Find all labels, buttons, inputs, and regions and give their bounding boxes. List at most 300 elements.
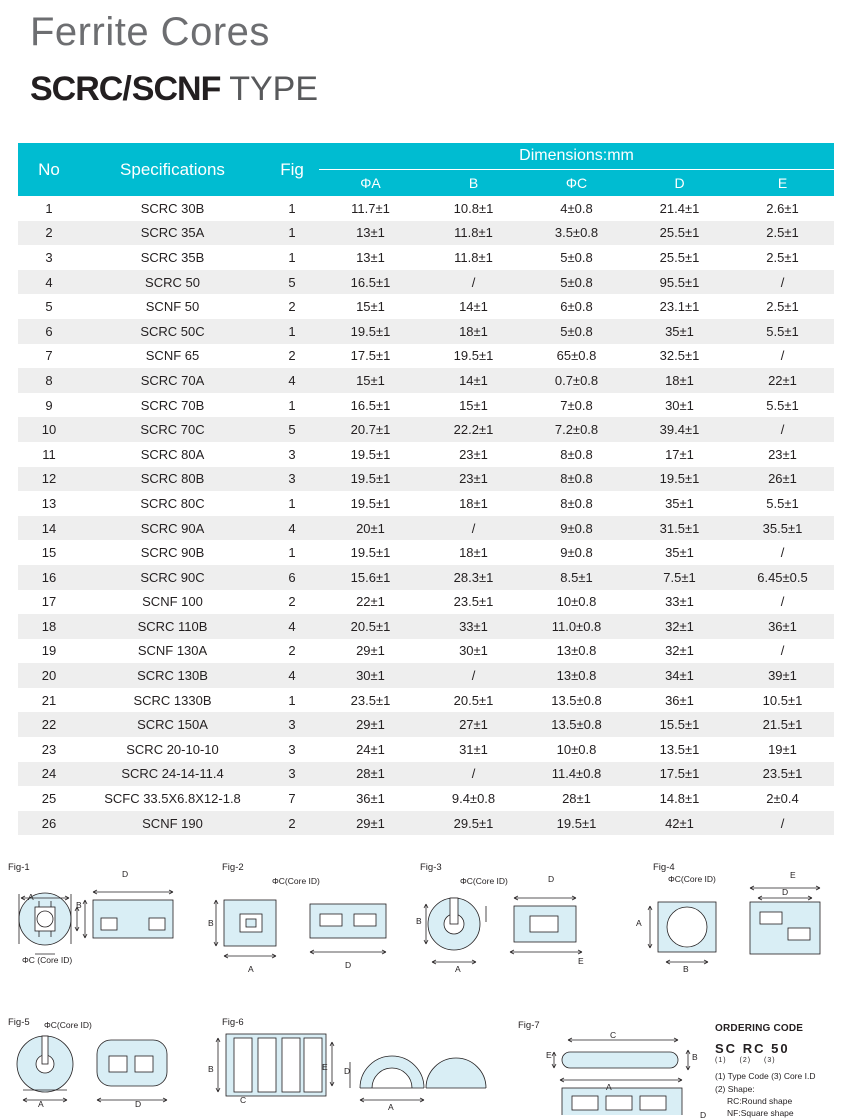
cell-phi-c: 7.2±0.8 [525,417,628,442]
cell-d: 17.5±1 [628,762,731,787]
cell-d: 32.5±1 [659,348,700,364]
fig-4-label-d: D [782,887,789,897]
cell-phi-a: 29±1 [319,712,422,737]
ordering-num-2: (2) [739,1057,752,1065]
cell-phi-c: 9±0.8 [525,516,628,541]
cell-d: 32±1 [665,643,694,659]
cell-fig: 1 [265,221,319,246]
cell-b: 11.8±1 [422,221,525,246]
cell-fig: 2 [265,811,319,836]
cell-b: / [422,270,525,295]
cell-specification: SCRC 80B [80,467,265,492]
th-no: No [18,143,80,196]
table-row [18,663,834,688]
cell-b: 22.2±1 [422,417,525,442]
th-b: B [422,170,525,197]
cell-b: 18±1 [459,545,488,561]
page-subtitle [30,70,318,109]
fig-2-label-d: D [345,960,352,970]
cell-b: 28.3±1 [422,565,525,590]
fig-4-core-id: ΦC(Core ID) [668,874,716,884]
cell-d: 39.4±1 [628,417,731,442]
fig-5-core-id: ΦC(Core ID) [44,1020,92,1030]
cell-e: 39±1 [731,663,834,688]
cell-phi-a: 13±1 [356,249,385,265]
cell-b: 9.4±0.8 [451,791,496,807]
cell-no: 13 [41,495,57,511]
cell-b: / [422,663,525,688]
ordering-line-1: (1) Type Code (3) Core I.D [715,1071,816,1082]
fig-1-label-d: D [122,869,129,879]
fig-7-drawing [510,1030,710,1115]
cell-phi-c: 11.4±0.8 [525,762,628,787]
cell-no: 2 [18,221,80,246]
cell-phi-c: 0.7±0.8 [525,368,628,393]
cell-d: 34±1 [628,663,731,688]
cell-no: 19 [41,643,57,659]
cell-phi-a: 20±1 [319,516,422,541]
cell-b: 19.5±1 [453,348,494,364]
cell-phi-a: 15.6±1 [319,565,422,590]
cell-fig: 7 [288,791,296,807]
cell-b: 10.8±1 [453,200,494,216]
ordering-code-part3: 50 [771,1040,790,1056]
cell-specification: SCNF 100 [142,594,203,610]
cell-specification: SCRC 50C [80,319,265,344]
cell-fig: 2 [288,348,296,364]
cell-e: 10.5±1 [762,692,803,708]
table-header [18,143,834,196]
cell-specification: SCNF 65 [145,348,200,364]
cell-phi-a: 23.5±1 [350,692,391,708]
cell-no: 15 [41,545,57,561]
table-row [18,368,834,393]
cell-d: 25.5±1 [628,221,731,246]
cell-b: 23±1 [459,446,488,462]
cell-phi-c: 8±0.8 [560,446,593,462]
cell-no: 10 [18,417,80,442]
table-row [18,491,834,516]
fig-7-label-c: C [610,1030,617,1040]
cell-d: 33±1 [665,594,694,610]
cell-d: 13.5±1 [659,741,700,757]
cell-no: 4 [18,270,80,295]
cell-phi-c: 10±0.8 [556,594,597,610]
cell-no: 6 [18,319,80,344]
cell-fig: 6 [265,565,319,590]
cell-specification: SCRC 35A [80,221,265,246]
cell-b: 23.5±1 [453,594,494,610]
cell-specification: SCFC 33.5X6.8X12-1.8 [104,791,241,807]
cell-phi-a: 19.5±1 [319,467,422,492]
cell-specification: SCRC 35B [140,249,205,265]
cell-specification: SCRC 80C [140,495,205,511]
cell-d: 18±1 [628,368,731,393]
cell-no: 5 [45,299,53,315]
table-row [18,196,834,221]
cell-d: 17±1 [665,446,694,462]
cell-b: 14±1 [422,368,525,393]
cell-d: 42±1 [628,811,731,836]
cell-b: 20.5±1 [453,692,494,708]
ordering-code-title: ORDERING CODE [715,1023,804,1034]
cell-specification: SCRC 90A [80,516,265,541]
cell-d: 7.5±1 [628,565,731,590]
fig-4-label-a: A [636,918,642,928]
cell-specification: SCRC 70A [80,368,265,393]
th-e: E [731,170,834,197]
subtitle-scrc: SCRC [30,70,123,108]
cell-d: 25.5±1 [659,249,700,265]
subtitle-type: TYPE [220,70,318,108]
cell-phi-c: 5±0.8 [525,319,628,344]
cell-no: 3 [45,249,53,265]
cell-fig: 4 [265,614,319,639]
th-phi-c: ΦC [525,170,628,197]
cell-no: 26 [18,811,80,836]
cell-d: 35±1 [665,495,694,511]
fig-6-label-d: D [344,1066,351,1076]
table-row [18,565,834,590]
table-header-row-1 [18,143,834,170]
table-body [18,196,834,835]
fig-3-label-b: B [416,916,422,926]
table-row [18,467,834,492]
cell-specification: SCRC 80A [140,446,205,462]
cell-phi-c: 13.5±0.8 [525,712,628,737]
cell-e: 22±1 [731,368,834,393]
fig-2-drawing [200,882,400,972]
ordering-line-3: RC:Round shape [727,1096,793,1107]
specifications-table [18,143,834,835]
cell-fig: 5 [265,270,319,295]
ordering-num-1: (1) [715,1057,727,1065]
cell-phi-c: 65±0.8 [556,348,597,364]
cell-phi-a: 19.5±1 [350,545,391,561]
fig-7-label-a: A [606,1082,612,1092]
cell-d: 35±1 [665,545,694,561]
cell-e: 5.5±1 [766,495,799,511]
table-row [18,737,834,762]
fig-6-label: Fig-6 [222,1017,244,1028]
fig-4-label-b: B [683,964,689,974]
cell-phi-a: 29±1 [319,811,422,836]
cell-d: 32±1 [628,614,731,639]
fig-7-label-d: D [700,1110,707,1120]
cell-specification: SCRC 50 [80,270,265,295]
cell-e: 6.45±0.5 [731,565,834,590]
cell-phi-a: 20.7±1 [319,417,422,442]
ordering-line-2: (2) Shape: [715,1083,755,1094]
cell-d: 36±1 [665,692,694,708]
fig-1-label-b: B [76,900,82,910]
cell-fig: 3 [288,741,296,757]
cell-no: 1 [45,200,53,216]
cell-specification: SCRC 70B [140,397,205,413]
cell-specification: SCRC 110B [80,614,265,639]
cell-b: 14±1 [459,299,488,315]
cell-phi-a: 19.5±1 [350,446,391,462]
cell-e: / [780,545,785,561]
fig-5-drawing [5,1028,180,1113]
ordering-code-part1: SC [715,1040,738,1056]
table-row [18,245,834,270]
cell-e: / [780,643,785,659]
cell-phi-a: 29±1 [356,643,385,659]
cell-d: 31.5±1 [628,516,731,541]
cell-b: 29.5±1 [422,811,525,836]
cell-specification: SCRC 30B [140,200,205,216]
cell-d: 14.8±1 [659,791,700,807]
table-row [18,811,834,836]
cell-e: 2.6±1 [766,200,799,216]
cell-phi-a: 13±1 [319,221,422,246]
fig-6-label-a: A [388,1102,394,1112]
ordering-code-part2: RC [742,1040,766,1056]
cell-phi-a: 22±1 [356,594,385,610]
cell-specification: SCNF 130A [137,643,208,659]
cell-phi-a: 28±1 [319,762,422,787]
table-row [18,294,834,319]
cell-phi-c: 11.0±0.8 [525,614,628,639]
subtitle-scnf: SCNF [131,70,221,108]
cell-phi-a: 15±1 [356,299,385,315]
cell-e: 2.5±1 [766,249,799,265]
ordering-line-4: NF:Square shape [727,1108,794,1119]
fig-2-label: Fig-2 [222,862,244,873]
cell-phi-a: 15±1 [319,368,422,393]
specifications-table-wrap [18,143,834,835]
cell-specification: SCRC 90C [80,565,265,590]
cell-phi-a: 24±1 [356,741,385,757]
cell-phi-a: 36±1 [356,791,385,807]
cell-phi-a: 19.5±1 [350,495,391,511]
cell-d: 19.5±1 [628,467,731,492]
table-row [18,688,834,713]
cell-phi-a: 20.5±1 [319,614,422,639]
cell-e: 2.5±1 [731,221,834,246]
th-dimensions: Dimensions:mm [319,143,834,170]
fig-1-label-a: A [28,892,34,902]
fig-2-label-a: A [248,964,254,974]
cell-e: 5.5±1 [731,319,834,344]
cell-fig: 5 [265,417,319,442]
cell-fig: 1 [288,495,296,511]
cell-no: 8 [18,368,80,393]
cell-specification: SCRC 70C [80,417,265,442]
cell-phi-c: 3.5±0.8 [525,221,628,246]
cell-no: 24 [18,762,80,787]
cell-fig: 1 [265,319,319,344]
cell-phi-c: 28±1 [562,791,591,807]
fig-6-label-e: E [322,1062,328,1072]
cell-specification: SCRC 1330B [133,692,212,708]
cell-d: 35±1 [628,319,731,344]
cell-e: 2±0.4 [766,791,799,807]
cell-fig: 2 [288,299,296,315]
cell-e: 23.5±1 [731,762,834,787]
cell-phi-c: 5±0.8 [560,249,593,265]
fig-3-label-d: D [548,874,555,884]
ordering-code-box [715,1022,845,1120]
cell-e: 36±1 [731,614,834,639]
cell-e: / [780,348,785,364]
th-d: D [628,170,731,197]
cell-fig: 3 [288,446,296,462]
cell-no: 14 [18,516,80,541]
cell-phi-c: 9±0.8 [560,545,593,561]
fig-3-label-e: E [578,956,584,966]
cell-b: 31±1 [459,741,488,757]
table-row [18,786,834,811]
cell-d: 15.5±1 [628,712,731,737]
cell-e: / [731,417,834,442]
cell-fig: 1 [288,545,296,561]
cell-fig: 2 [288,643,296,659]
cell-phi-c: 8.5±1 [525,565,628,590]
fig-5-label-d: D [135,1099,142,1109]
th-fig: Fig [265,143,319,196]
cell-e: / [731,811,834,836]
cell-b: 23±1 [422,467,525,492]
cell-fig: 1 [288,397,296,413]
fig-5-label: Fig-5 [8,1017,30,1028]
cell-no: 12 [18,467,80,492]
table-row [18,639,834,664]
fig-3-label: Fig-3 [420,862,442,873]
table-row [18,270,834,295]
cell-phi-c: 19.5±1 [525,811,628,836]
cell-phi-c: 7±0.8 [560,397,593,413]
cell-no: 25 [41,791,57,807]
cell-e: 23±1 [768,446,797,462]
th-phi-a: ΦA [319,170,422,197]
cell-fig: 1 [288,692,296,708]
cell-phi-c: 13.5±0.8 [551,692,602,708]
fig-2-core-id: ΦC(Core ID) [272,876,320,886]
cell-no: 21 [41,692,57,708]
cell-d: 95.5±1 [628,270,731,295]
table-row [18,417,834,442]
fig-1-label: Fig-1 [8,862,30,873]
table-row [18,712,834,737]
fig-5-label-a: A [38,1099,44,1109]
cell-phi-c: 8±0.8 [560,495,593,511]
fig-2-label-b: B [208,918,214,928]
table-row [18,393,834,418]
fig-7-label-b: B [692,1052,698,1062]
page-title: Ferrite Cores [30,10,270,54]
cell-e: 19±1 [768,741,797,757]
table-row [18,590,834,615]
cell-no: 16 [18,565,80,590]
cell-b: 11.8±1 [454,249,493,265]
cell-specification: SCRC 20-10-10 [126,741,219,757]
table-row [18,344,834,369]
fig-4-drawing [630,882,845,977]
ordering-num-3: (3) [764,1057,776,1065]
cell-phi-c: 13±0.8 [556,643,597,659]
cell-fig: 4 [265,368,319,393]
cell-b: 33±1 [422,614,525,639]
cell-e: 26±1 [731,467,834,492]
cell-no: 11 [42,446,56,462]
table-row [18,516,834,541]
cell-specification: SCRC 24-14-11.4 [80,762,265,787]
cell-e: 5.5±1 [766,397,799,413]
cell-no: 20 [18,663,80,688]
fig-7-label: Fig-7 [518,1020,540,1031]
cell-e: / [780,594,785,610]
cell-no: 17 [41,594,57,610]
table-row [18,319,834,344]
cell-specification: SCNF 190 [80,811,265,836]
cell-no: 23 [41,741,57,757]
cell-b: / [422,762,525,787]
fig-4-label-e: E [790,870,796,880]
cell-specification: SCRC 150A [80,712,265,737]
table-row [18,221,834,246]
cell-e: 35.5±1 [731,516,834,541]
cell-e: / [731,270,834,295]
cell-specification: SCNF 50 [145,299,200,315]
fig-1-core-id: ΦC (Core ID) [22,955,73,965]
cell-fig: 4 [265,516,319,541]
cell-d: 30±1 [665,397,694,413]
cell-phi-a: 16.5±1 [350,397,391,413]
fig-7-label-e: E [546,1050,552,1060]
cell-fig: 1 [288,249,296,265]
cell-phi-c: 4±0.8 [560,200,593,216]
cell-specification: SCRC 130B [80,663,265,688]
fig-3-core-id: ΦC(Core ID) [460,876,508,886]
cell-phi-c: 13±0.8 [525,663,628,688]
cell-no: 9 [45,397,53,413]
cell-d: 21.4±1 [659,200,700,216]
fig-6-label-c: C [240,1095,247,1105]
cell-phi-c: 10±0.8 [556,741,597,757]
cell-phi-a: 30±1 [319,663,422,688]
cell-fig: 3 [265,467,319,492]
cell-fig: 4 [265,663,319,688]
table-row [18,442,834,467]
cell-no: 7 [45,348,53,364]
cell-b: 18±1 [422,319,525,344]
cell-fig: 1 [288,200,296,216]
table-row [18,540,834,565]
table-row [18,762,834,787]
cell-phi-a: 17.5±1 [350,348,391,364]
cell-phi-a: 11.7±1 [351,200,390,216]
cell-d: 23.1±1 [659,299,700,315]
cell-specification: SCRC 90B [140,545,205,561]
cell-phi-a: 19.5±1 [319,319,422,344]
cell-b: 27±1 [422,712,525,737]
cell-b: 18±1 [459,495,488,511]
table-row [18,614,834,639]
cell-fig: 3 [265,762,319,787]
cell-phi-c: 6±0.8 [560,299,593,315]
fig-4-label: Fig-4 [653,862,675,873]
cell-b: 15±1 [459,397,488,413]
cell-b: / [422,516,525,541]
cell-e: 21.5±1 [731,712,834,737]
cell-e: 2.5±1 [766,299,799,315]
fig-3-label-a: A [455,964,461,974]
cell-no: 18 [18,614,80,639]
fig-6-label-b: B [208,1064,214,1074]
th-specifications: Specifications [80,143,265,196]
